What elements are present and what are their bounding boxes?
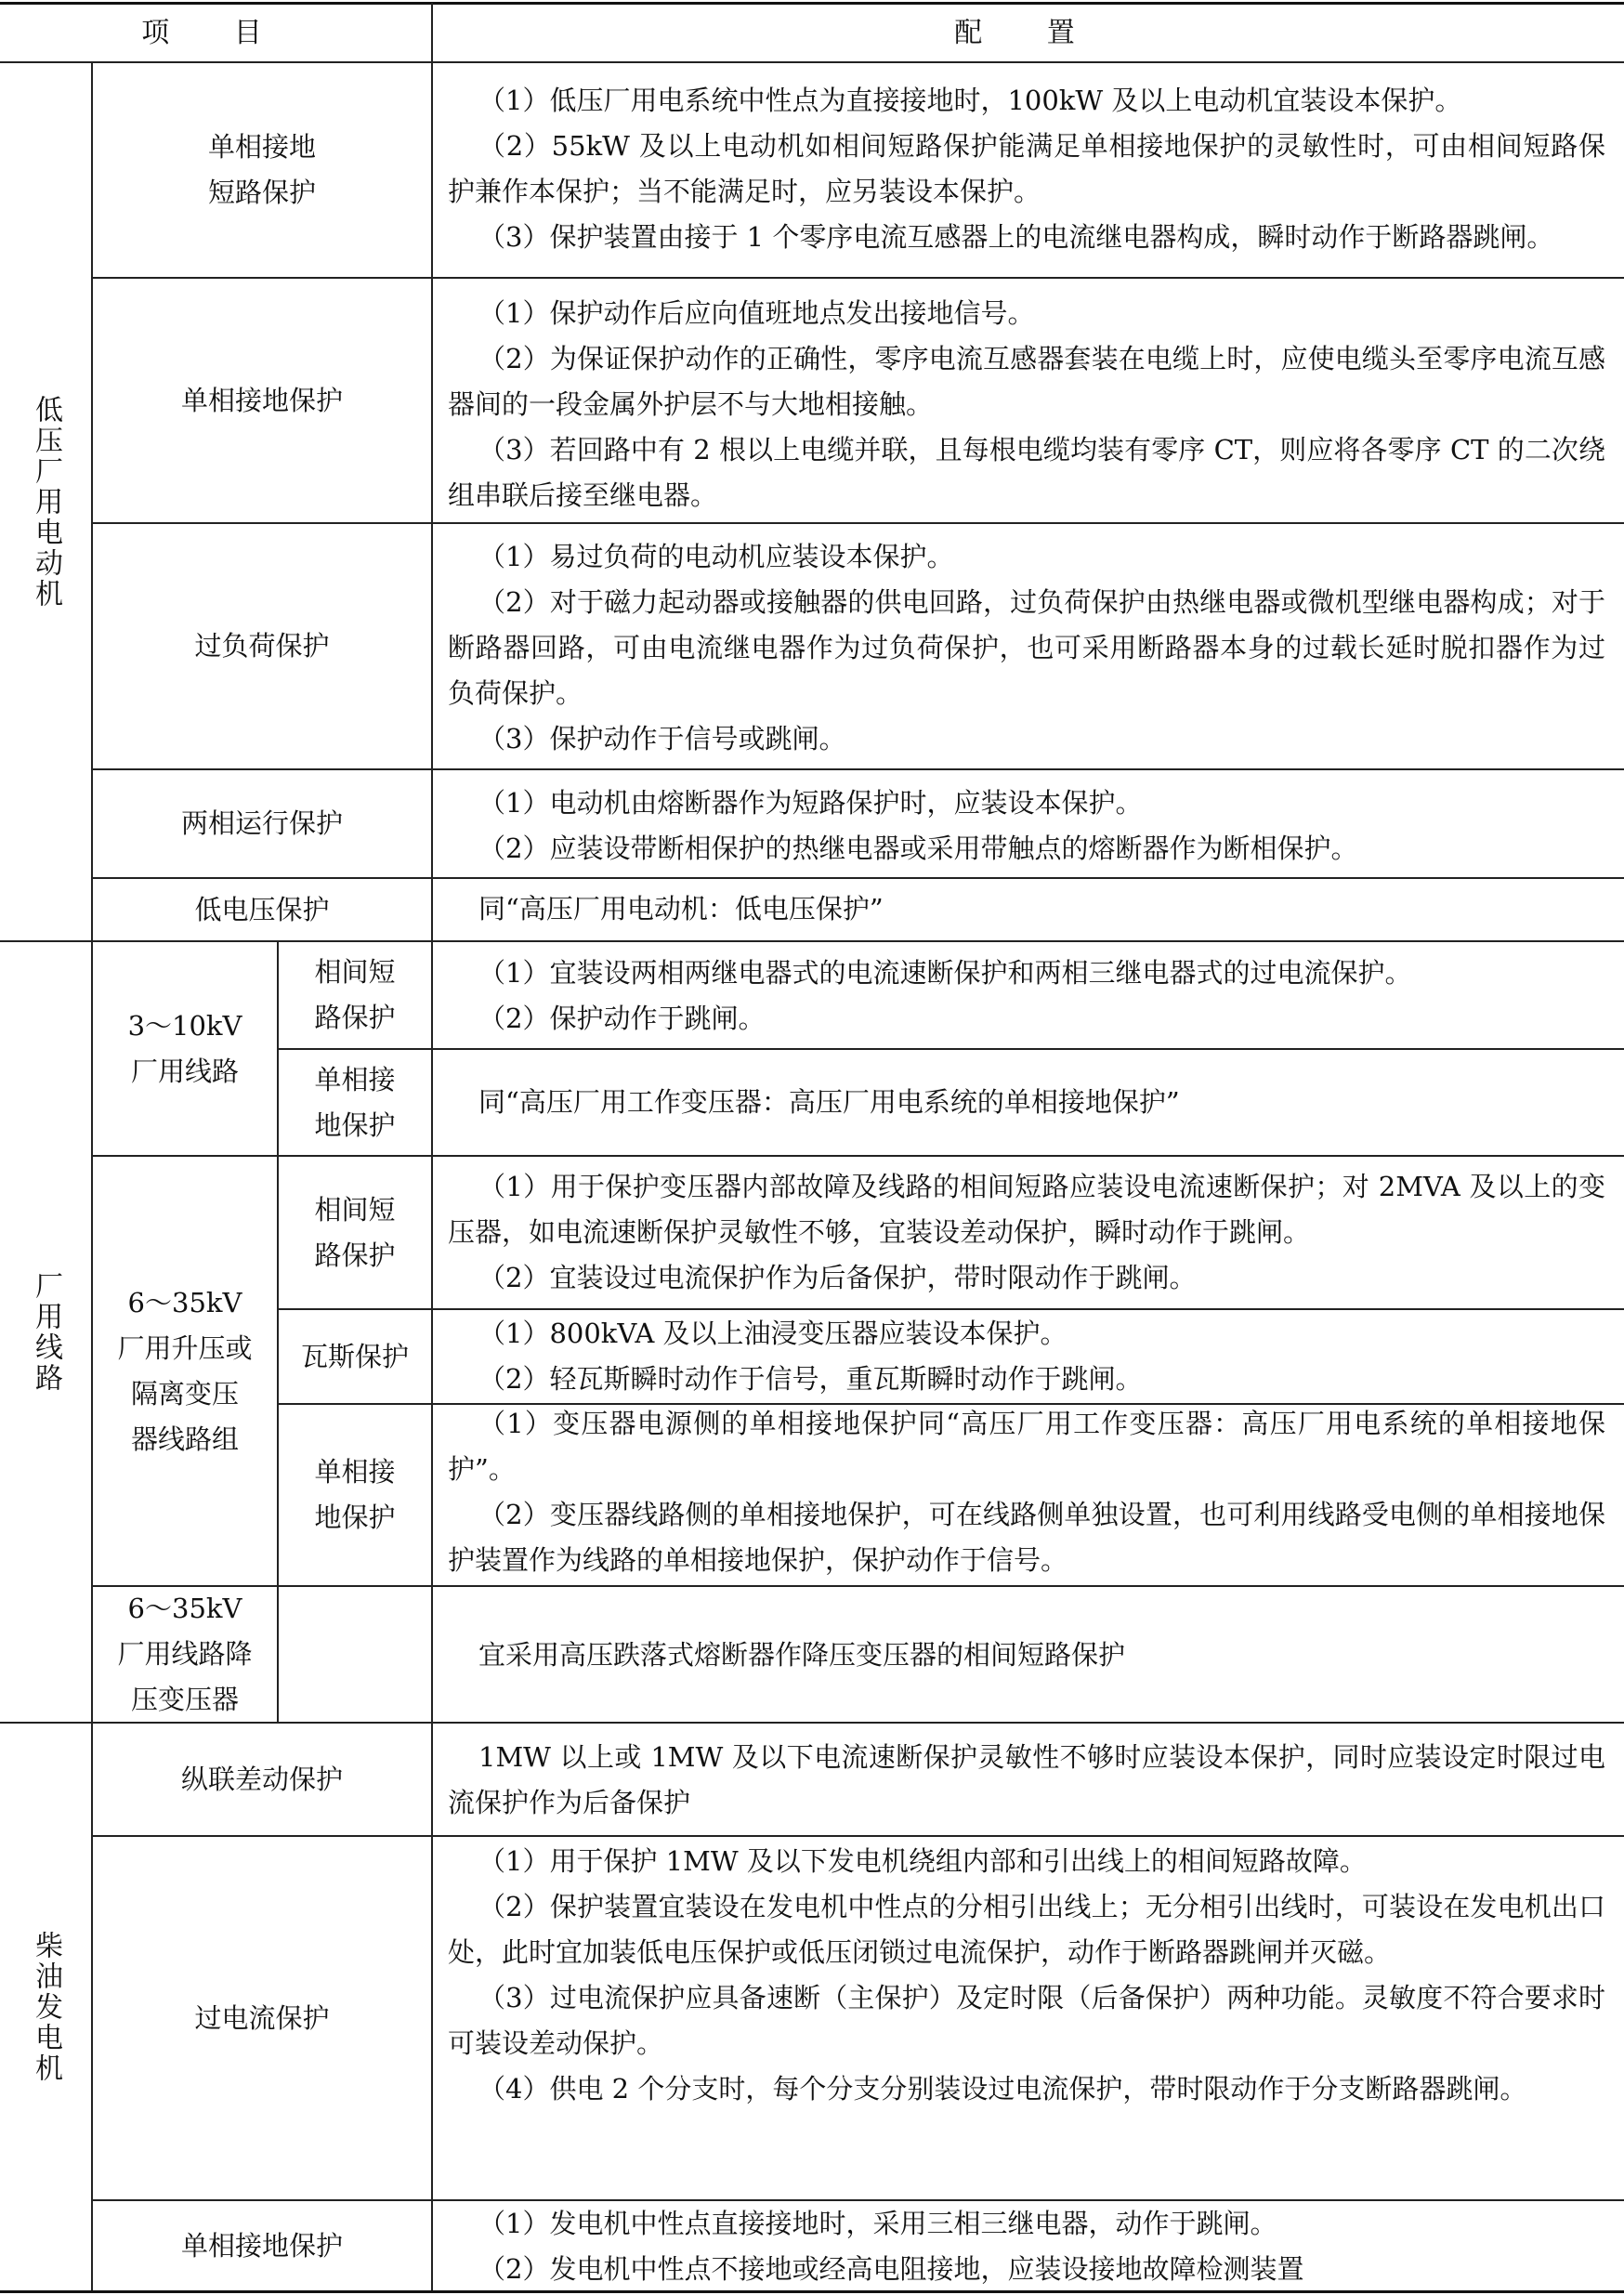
rule-row [277,1048,1624,1050]
config-r11: 宜采用高压跌落式熔断器作降压变压器的相间短路保护 [478,1639,1126,1671]
config-r13: （1）用于保护 1MW 及以下发电机绕组内部和引出线上的相间短路故障。 （2）保护装置宜装设在发电机中性点的分相引出线上；无分相引出线时，可装设在发电机出口处，此时宜加装低电压保护或低压闭锁过电流保护，动作于断路器跳闸并灭磁。 （3）过电流保护应具备速断（主保护）及定时限（后备保护）两种功能。灵敏度不符合要求时可装设差动保护。 （4）供电 2 个分支时，每个分支分别装设过电流保护，带时限动作于分支断路器跳闸。 [448,1845,1605,2105]
item-single-phase-ground-protection: 单相接地保护 [180,384,343,416]
item-single-phase-ground-protection: 单相接 地保护 [314,1456,396,1533]
config-r7: 同“高压厂用工作变压器：高压厂用电系统的单相接地保护” [478,1086,1180,1118]
group-diesel-generator: 柴油发电机 [30,1930,62,2084]
rule-row [91,1585,1624,1587]
item-single-phase-ground-short-circuit: 单相接地 短路保护 [207,131,316,208]
config-r8: （1）用于保护变压器内部故障及线路的相间短路应装设电流速断保护；对 2MVA 及以上的变压器，如电流速断保护灵敏性不够，宜装设差动保护，瞬时动作于跳闸。 （2）宜装设过电流保护作为后备保护，带时限动作于跳闸。 [448,1171,1605,1293]
item-undervoltage-protection: 低电压保护 [194,893,330,925]
group-station-lines: 厂用线路 [30,1270,62,1394]
config-r2: （1）保护动作后应向值班地点发出接地信号。 （2）为保证保护动作的正确性，零序电流互感器套装在电缆上时，应使电缆头至零序电流互感器间的一段金属外护层不与大地相接触。 （3）若回路中有 2 根以上电缆并联，且每根电缆均装有零序 CT，则应将各零序 CT 的二次绕组串联后接至继电器。 [448,297,1605,511]
config-r10: （1）变压器电源侧的单相接地保护同“高压厂用工作变压器：高压厂用电系统的单相接地保护”。 （2）变压器线路侧的单相接地保护，可在线路侧单独设置，也可利用线路受电侧的单相接地保护装置作为线路的单相接地保护，保护动作于信号。 [448,1408,1605,1576]
config-r1: （1）低压厂用电系统中性点为直接接地时，100kW 及以上电动机宜装设本保护。 （2）55kW 及以上电动机如相间短路保护能满足单相接地保护的灵敏性时，可由相间短路保护兼作本保护；当不能满足时，应另装设本保护。 （3）保护装置由接于 1 个零序电流互感器上的电流继电器构成，瞬时动作于断路器跳闸。 [448,85,1605,253]
config-r6: （1）宜装设两相两继电器式的电流速断保护和两相三继电器式的过电流保护。 （2）保护动作于跳闸。 [478,957,1412,1034]
item-phase-short-circuit-protection: 相间短 路保护 [314,1193,396,1271]
config-r9: （1）800kVA 及以上油浸变压器应装设本保护。 （2）轻瓦斯瞬时动作于信号，重瓦斯瞬时动作于跳闸。 [478,1318,1143,1395]
config-r5: 同“高压厂用电动机：低电压保护” [478,893,884,925]
item-longitudinal-differential-protection: 纵联差动保护 [180,1763,343,1795]
config-r3: （1）易过负荷的电动机应装设本保护。 （2）对于磁力起动器或接触器的供电回路，过负荷保护由热继电器或微机型继电器构成；对于断路器回路，可由电流继电器作为过负荷保护，也可采用断路器本身的过载长延时脱扣器作为过负荷保护。 （3）保护动作于信号或跳闸。 [448,541,1605,754]
config-r14: （1）发电机中性点直接接地时，采用三相三继电器，动作于跳闸。 （2）发电机中性点不接地或经高电阻接地，应装设接地故障检测装置 [478,2208,1304,2285]
header-config: 配 置 [954,16,1103,49]
rule-col-name [431,3,433,2290]
item-overcurrent-protection: 过电流保护 [194,2001,330,2034]
subgroup-6-35kv-step-down-transformer: 6～35kV 厂用线路降 压变压器 [117,1593,253,1715]
config-r12: 1MW 以上或 1MW 及以下电流速断保护灵敏性不够时应装设本保护，同时应装设定时限过电流保护作为后备保护 [448,1741,1605,1818]
subgroup-6-35kv-step-up-transformer-lines: 6～35kV 厂用升压或 隔离变压 器线路组 [117,1286,253,1455]
subgroup-3-10kv-lines: 3～10kV 厂用线路 [127,1009,242,1087]
item-two-phase-operation-protection: 两相运行保护 [180,807,343,839]
item-single-phase-ground-protection: 单相接 地保护 [314,1063,396,1141]
config-r4: （1）电动机由熔断器作为短路保护时，应装设本保护。 （2）应装设带断相保护的热继电器或采用带触点的熔断器作为断相保护。 [478,787,1358,864]
item-overload-protection: 过负荷保护 [194,630,330,662]
item-phase-short-circuit-protection: 相间短 路保护 [314,956,396,1033]
item-single-phase-ground-protection: 单相接地保护 [180,2229,343,2262]
rule-row [277,1308,1624,1310]
header-item: 项 目 [141,16,290,49]
group-low-voltage-motor: 低压厂用电动机 [30,394,62,610]
item-gas-protection: 瓦斯保护 [300,1340,409,1372]
